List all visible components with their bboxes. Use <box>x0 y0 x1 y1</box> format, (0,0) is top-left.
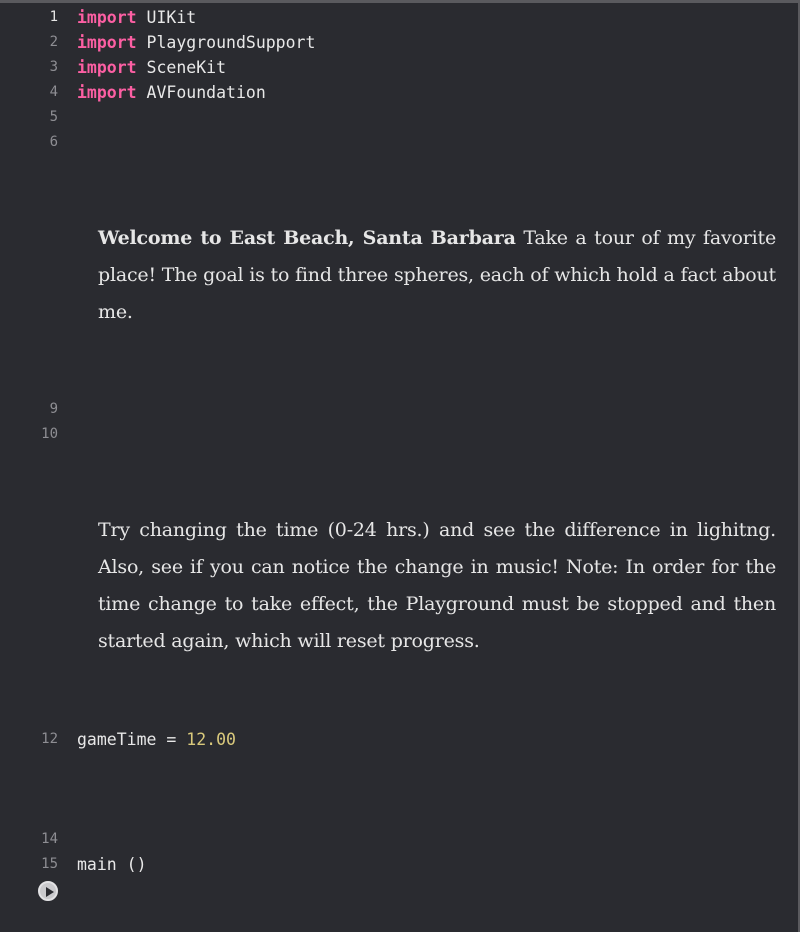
code-line[interactable] <box>0 105 798 130</box>
keyword: import <box>77 58 137 77</box>
line-number: 3 <box>49 59 58 75</box>
variable-name: gameTime <box>77 730 157 749</box>
line-number: 6 <box>49 134 58 150</box>
line-number: 12 <box>41 731 58 747</box>
line-number: 2 <box>49 34 58 50</box>
keyword: import <box>77 33 137 52</box>
line-number: 14 <box>41 831 58 847</box>
code-line[interactable] <box>0 55 798 80</box>
code-text <box>77 30 315 55</box>
code-line[interactable] <box>0 30 798 55</box>
code-line[interactable] <box>0 80 798 105</box>
code-editor[interactable] <box>0 3 798 932</box>
code-line[interactable] <box>0 727 798 752</box>
line-number: 5 <box>49 109 58 125</box>
keyword: import <box>77 8 137 27</box>
play-icon <box>46 887 54 897</box>
intro-title: Welcome to East Beach, Santa Barbara <box>98 227 516 249</box>
code-text <box>77 5 196 30</box>
code-line[interactable] <box>0 852 798 877</box>
line-number: 10 <box>41 426 58 442</box>
keyword: import <box>77 83 137 102</box>
line-number: 1 <box>49 9 58 25</box>
code-line[interactable] <box>0 422 798 447</box>
code-line[interactable] <box>0 827 798 852</box>
code-line[interactable] <box>0 397 798 422</box>
line-number: 4 <box>49 84 58 100</box>
code-line[interactable] <box>0 130 798 155</box>
code-text: main () <box>77 855 147 874</box>
note-comment: Try changing the time (0-24 hrs.) and see the difference in lighitng. Also, see if you can notice the change in music! Note: In order for the time change to take effect, the Playground must be stopped and then started again, which will reset progress. <box>98 519 776 652</box>
line-number: 15 <box>41 856 58 872</box>
line-number: 9 <box>49 401 58 417</box>
assignment-operator: = <box>156 730 187 749</box>
code-text <box>77 80 266 105</box>
module-name: PlaygroundSupport <box>146 33 316 52</box>
module-name: AVFoundation <box>146 83 266 102</box>
module-name: UIKit <box>146 8 197 27</box>
module-name: SceneKit <box>146 58 227 77</box>
code-text <box>77 55 226 80</box>
run-button[interactable] <box>38 881 58 901</box>
code-text <box>77 727 236 752</box>
intro-body: Take a tour of my favorite place! The goal is to find three spheres, each of which hold a fact about me. <box>98 227 776 323</box>
game-time-value[interactable]: 12.00 <box>186 730 236 749</box>
intro-comment <box>98 220 776 331</box>
code-line[interactable] <box>0 5 798 30</box>
